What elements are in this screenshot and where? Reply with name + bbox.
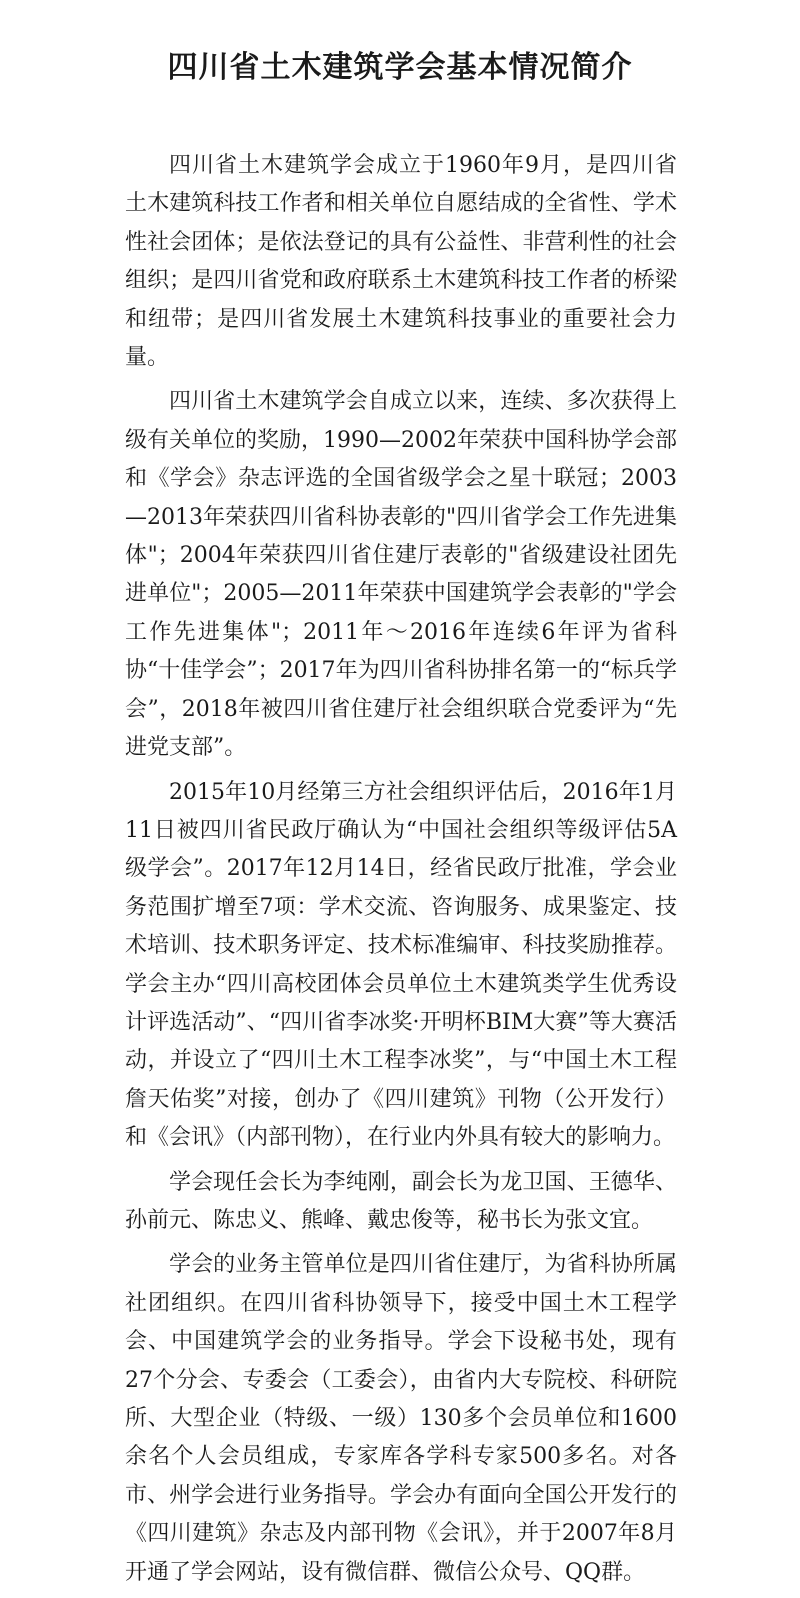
document-body	[125, 147, 677, 1598]
paragraph-founding: 四川省土木建筑学会成立于1960年9月，是四川省土木建筑科技工作者和相关单位自愿结成的全省性、学术性社会团体；是依法登记的具有公益性、非营利性的社会组织；是四川省党和政府联系土木建筑科技工作者的桥梁和纽带；是四川省发展土木建筑科技事业的重要社会力量。	[125, 153, 677, 371]
paragraph-awards: 四川省土木建筑学会自成立以来，连续、多次获得上级有关单位的奖励，1990—2002年荣获中国科协学会部和《学会》杂志评选的全国省级学会之星十联冠；2003—2013年荣获四川省科协表彰的"四川省学会工作先进集体"；2004年荣获四川省住建厅表彰的"省级建设社团先进单位"；2005—2011年荣获中国建筑学会表彰的"学会工作先进集体"；2011年～2016年连续6年评为省科协“十佳学会”；2017年为四川省科协排名第一的“标兵学会”，2018年被四川省住建厅社会组织联合党委评为“先进党支部”。	[125, 389, 677, 761]
document-title: 四川省土木建筑学会基本情况简介	[167, 50, 633, 85]
paragraph-organization: 学会的业务主管单位是四川省住建厅，为省科协所属社团组织。在四川省科协领导下，接受中国土木工程学会、中国建筑学会的业务指导。学会下设秘书处，现有27个分会、专委会（工委会），由省内大专院校、科研院所、大型企业（特级、一级）130多个会员单位和1600余名个人会员组成，专家库各学科专家500多名。对各市、州学会进行业务指导。学会办有面向全国公开发行的《四川建筑》杂志及内部刊物《会讯》，并于2007年8月开通了学会网站，设有微信群、微信公众号、QQ群。	[125, 1252, 677, 1585]
paragraph-leadership: 学会现任会长为李纯刚，副会长为龙卫国、王德华、孙前元、陈忠义、熊峰、戴忠俊等，秘书长为张文宜。	[125, 1169, 677, 1233]
paragraph-evaluation: 2015年10月经第三方社会组织评估后，2016年1月11日被四川省民政厅确认为“中国社会组织等级评估5A级学会”。2017年12月14日，经省民政厅批准，学会业务范围扩增至7项：学术交流、咨询服务、成果鉴定、技术培训、技术职务评定、技术标准编审、科技奖励推荐。学会主办“四川高校团体会员单位土木建筑类学生优秀设计评选活动”、“四川省李冰奖·开明杯BIM大赛”等大赛活动，并设立了“四川土木工程李冰奖”，与“中国土木工程詹天佑奖”对接，创办了《四川建筑》刊物（公开发行）和《会讯》（内部刊物），在行业内外具有较大的影响力。	[125, 779, 677, 1151]
